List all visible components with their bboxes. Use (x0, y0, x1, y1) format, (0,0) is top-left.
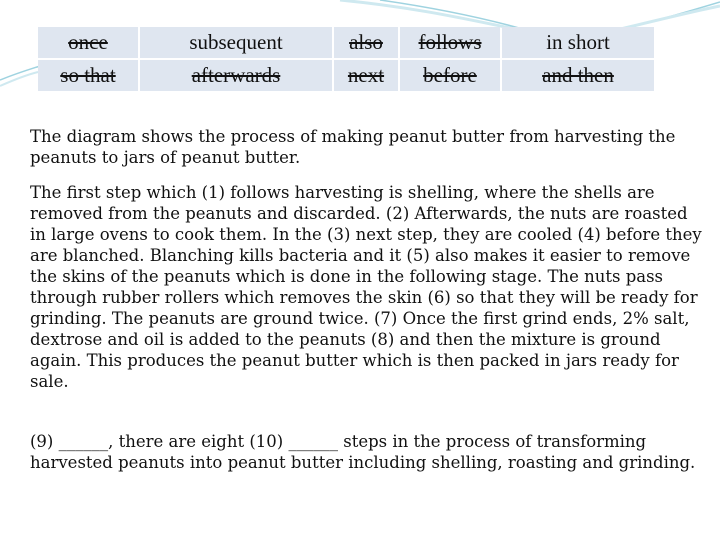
word-cell: next (334, 60, 398, 91)
word-bank-table (36, 25, 656, 93)
word-cell: also (334, 27, 398, 58)
word-cell: and then (502, 60, 654, 91)
word-cell: subsequent (140, 27, 332, 58)
process-paragraph: The first step which (1) follows harvesting is shelling, where the shells are removed from the peanuts and discarded. (2) Afterwards, the nuts are roasted in large ovens to cook them. In the (3) next step, they are cooled (4) before they are blanched. Blanching kills bacteria and it (5) also makes it easier to remove the skins of the peanuts which is done in the following stage. The nuts pass through rubber rollers which removes the skin (6) so that they will be ready for grinding. The peanuts are ground twice. (7) Once the first grind ends, 2% salt, dextrose and oil is added to the peanuts (8) and then the mixture is ground again. This produces the peanut butter which is then packed in jars ready for sale. (30, 183, 702, 391)
intro-paragraph: The diagram shows the process of making peanut butter from harvesting the peanuts to jars of peanut butter. (30, 127, 676, 167)
word-cell: afterwards (140, 60, 332, 91)
word-cell: in short (502, 27, 654, 58)
word-bank-row-1 (38, 27, 654, 58)
summary-paragraph: (9) ______, there are eight (10) ______ steps in the process of transforming harvested peanuts into peanut butter including shelling, roasting and grinding. (30, 432, 696, 472)
word-cell: once (38, 27, 138, 58)
word-cell: so that (38, 60, 138, 91)
word-bank-row-2 (38, 60, 654, 91)
word-cell: follows (400, 27, 500, 58)
word-cell: before (400, 60, 500, 91)
